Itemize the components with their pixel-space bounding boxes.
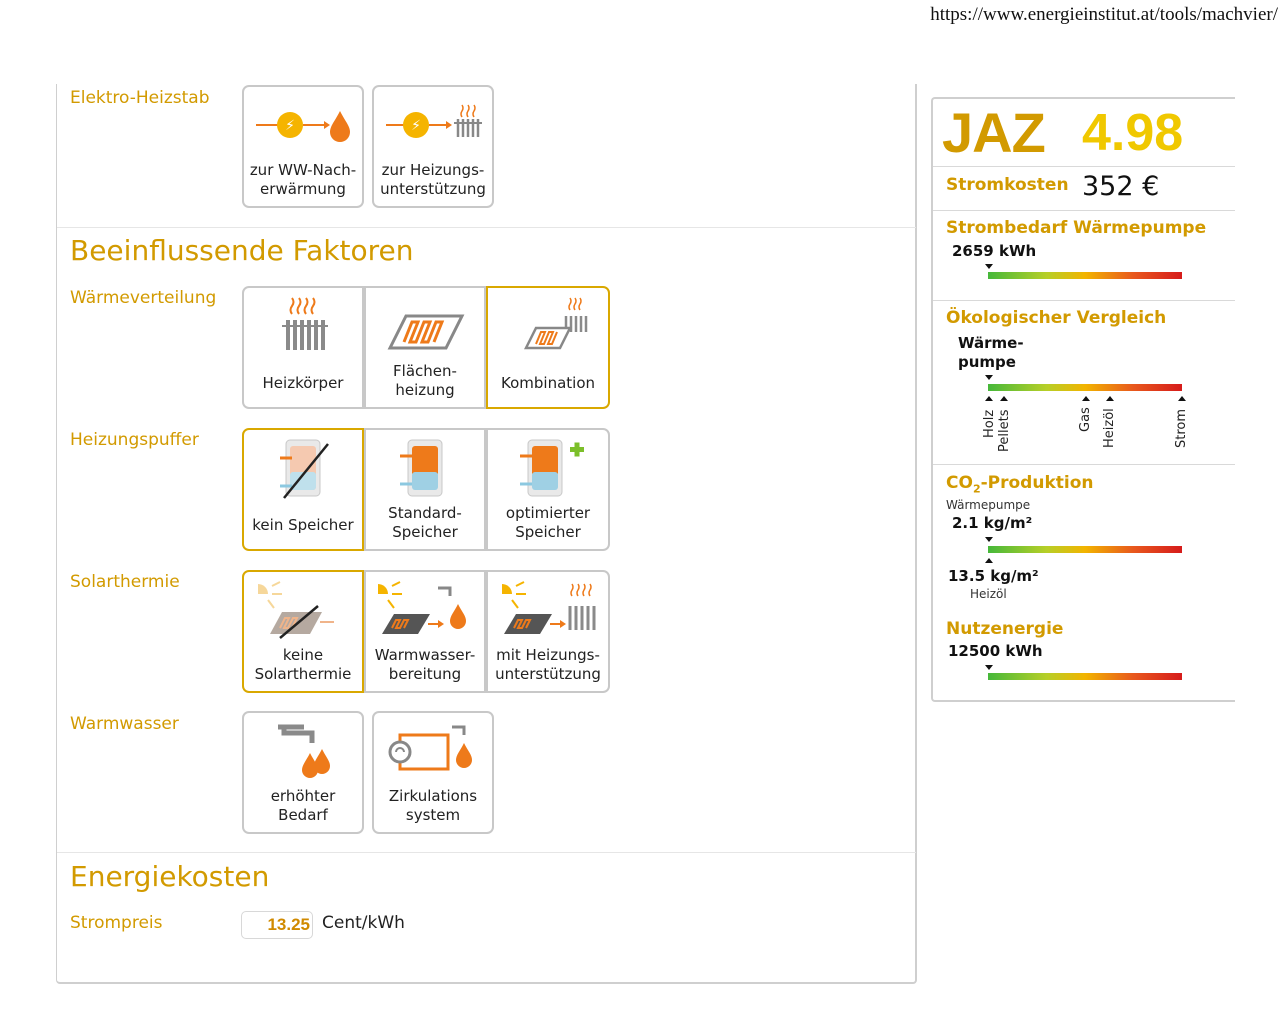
radiator-icon (244, 294, 362, 366)
tile-caption: Standard- Speicher (388, 504, 462, 541)
strombedarf-scale (988, 272, 1182, 279)
page-url: https://www.energieinstitut.at/tools/machvier/ (930, 4, 1278, 25)
tap-drops-icon (244, 719, 362, 791)
strom-label: Strom (1174, 408, 1189, 448)
divider (933, 166, 1235, 167)
tile-caption: zur Heizungs- unterstützung (380, 161, 486, 198)
floor-heating-icon (366, 294, 484, 366)
holz-marker (985, 396, 993, 401)
oeko-marker-label: Wärme- pumpe (958, 334, 1024, 371)
strom-marker (1178, 396, 1186, 401)
heizoel-label: Heizöl (1102, 408, 1117, 448)
gas-marker (1082, 396, 1090, 401)
option-mit-heizungsunterstuetzung[interactable] (486, 570, 610, 693)
strombedarf-title: Strombedarf Wärmepumpe (946, 218, 1207, 238)
label-heizungspuffer: Heizungspuffer (70, 430, 199, 450)
option-kombination[interactable] (486, 286, 610, 409)
tile-caption: mit Heizungs- unterstützung (495, 646, 601, 683)
oeko-scale (988, 384, 1182, 391)
solar-heating-icon (488, 578, 606, 650)
divider (933, 210, 1235, 211)
gas-label: Gas (1078, 407, 1093, 432)
option-erhoehter-bedarf[interactable] (242, 711, 364, 834)
svg-text:⚡: ⚡ (285, 118, 295, 134)
option-zirkulationssystem[interactable] (372, 711, 494, 834)
nutzenergie-scale (988, 673, 1182, 680)
pellets-label: Pellets (997, 409, 1012, 452)
label-elektro-heizstab: Elektro-Heizstab (70, 88, 210, 108)
combination-icon (488, 294, 606, 366)
tile-caption: Warmwasser- bereitung (374, 646, 476, 683)
label-strompreis: Strompreis (70, 913, 163, 933)
jaz-value: 4.98 (1082, 104, 1184, 162)
heater-radiator-icon (374, 93, 492, 165)
heading-energiekosten: Energiekosten (70, 860, 270, 893)
co2-wp-value: 2.1 kg/m² (952, 514, 1033, 532)
solarthermie-options (242, 570, 612, 693)
circulation-icon (374, 719, 492, 791)
tile-caption: optimierter Speicher (505, 504, 591, 541)
tile-heizungsunterstuetzung[interactable] (372, 85, 494, 208)
co2-wp-marker (985, 537, 993, 542)
option-flaechenheizung[interactable] (364, 286, 486, 409)
strombedarf-marker (985, 264, 993, 269)
waermeverteilung-options (242, 286, 612, 409)
tile-caption: erhöhter Bedarf (270, 787, 336, 824)
divider (57, 227, 916, 228)
divider (57, 852, 916, 853)
co2-wp-label: Wärmepumpe (946, 498, 1031, 512)
divider (933, 300, 1235, 301)
label-warmwasser: Warmwasser (70, 714, 179, 734)
co2-scale (988, 546, 1182, 553)
strompreis-input[interactable]: 13.25 (241, 911, 313, 939)
stromkosten-label: Stromkosten (946, 175, 1069, 195)
strombedarf-value: 2659 kWh (952, 242, 1037, 260)
stromkosten-value: 352 € (1082, 171, 1160, 202)
option-optimierter-speicher[interactable] (486, 428, 610, 551)
no-storage-icon (244, 436, 362, 508)
option-warmwasserbereitung[interactable] (364, 570, 486, 693)
tile-caption: Flächen- heizung (393, 362, 457, 399)
co2-title: $CO_2$-Produktion (946, 473, 1094, 496)
solar-water-icon (366, 578, 484, 650)
heizoel-marker (1106, 396, 1114, 401)
option-kein-speicher[interactable] (242, 428, 364, 551)
label-waermeverteilung: Wärmeverteilung (70, 288, 217, 308)
tile-caption: Kombination (501, 374, 595, 392)
nutzenergie-value: 12500 kWh (948, 642, 1043, 660)
co2-oil-value: 13.5 kg/m² (948, 567, 1039, 585)
divider (933, 464, 1235, 465)
tile-caption: Zirkulations system (388, 787, 478, 824)
tile-caption: zur WW-Nach- erwärmung (249, 161, 357, 198)
optimized-storage-icon (488, 436, 606, 508)
heading-beeinflussende-faktoren: Beeinflussende Faktoren (70, 234, 414, 267)
strompreis-unit: Cent/kWh (322, 913, 405, 933)
heizungspuffer-options (242, 428, 612, 551)
option-heizkoerper[interactable] (242, 286, 364, 409)
label-solarthermie: Solarthermie (70, 572, 180, 592)
standard-storage-icon (366, 436, 484, 508)
co2-oil-marker (985, 558, 993, 563)
co2-oil-label: Heizöl (970, 587, 1007, 601)
holz-label: Holz (982, 409, 997, 438)
option-standard-speicher[interactable] (364, 428, 486, 551)
oeko-marker (985, 375, 993, 380)
tile-caption: keine Solarthermie (254, 646, 352, 683)
jaz-label: JAZ (942, 101, 1045, 164)
no-solar-icon (244, 578, 362, 650)
nutzenergie-title: Nutzenergie (946, 619, 1064, 639)
svg-text:⚡: ⚡ (411, 118, 421, 134)
tile-caption: Heizkörper (262, 374, 344, 392)
nutzenergie-marker (985, 665, 993, 670)
tile-caption: kein Speicher (252, 516, 354, 534)
heater-water-icon (244, 93, 362, 165)
option-keine-solarthermie[interactable] (242, 570, 364, 693)
pellets-marker (1000, 396, 1008, 401)
oeko-title: Ökologischer Vergleich (946, 308, 1167, 328)
tile-ww-nacherwaermung[interactable] (242, 85, 364, 208)
